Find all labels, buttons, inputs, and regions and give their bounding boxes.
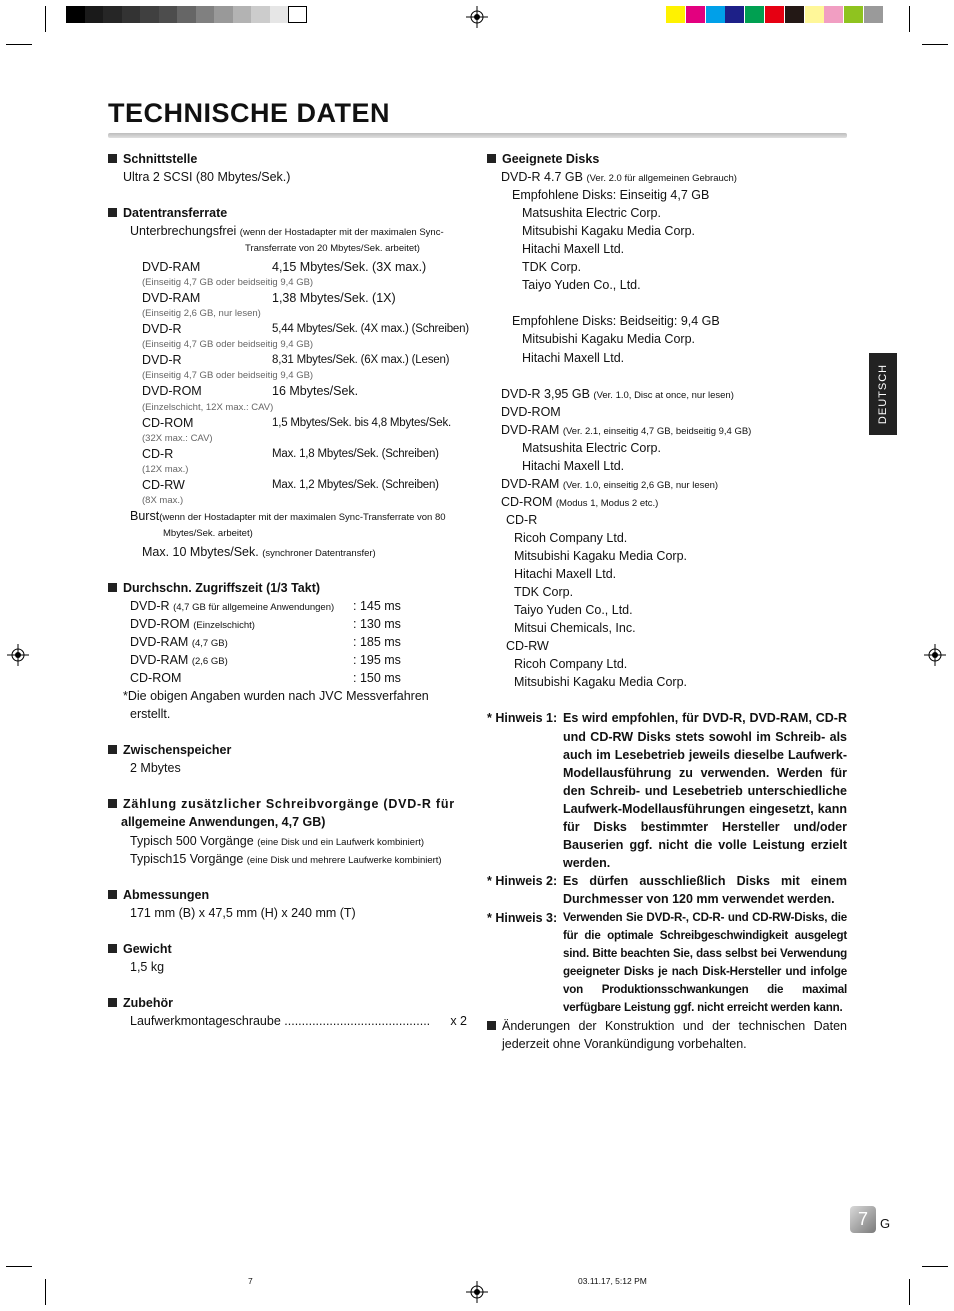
section-heading: [108, 795, 468, 813]
transfer-row: [108, 320, 468, 338]
spacer: [108, 723, 468, 741]
typical-15: Typisch15 Vorgänge: [130, 851, 244, 866]
dvdr-47: DVD-R 4.7 GB: [501, 170, 583, 185]
dvdram-21: DVD-RAM: [501, 422, 560, 437]
crop-mark: [45, 1279, 46, 1305]
page-language-letter: G: [880, 1216, 891, 1231]
dvdram-21-line: [487, 421, 847, 439]
transfer-row: [108, 382, 468, 400]
access-value: : 185 ms: [353, 634, 401, 649]
color-swatch: [666, 6, 685, 23]
note-item: [487, 909, 847, 1018]
square-bullet-icon: [108, 154, 117, 163]
dvdram-10: DVD-RAM: [501, 476, 560, 491]
transfer-sub-note: (Einzelschicht, 12X max.: CAV): [142, 401, 274, 413]
transfer-sub-note: (8X max.): [142, 494, 184, 506]
media-note: (4,7 GB für allgemeine Anwendungen): [173, 601, 335, 613]
access-row: [108, 597, 468, 615]
interface-value: Ultra 2 SCSI (80 Mbytes/Sek.): [123, 170, 291, 185]
square-bullet-icon: [108, 208, 117, 217]
square-bullet-icon: [108, 745, 117, 754]
color-swatch: [765, 6, 784, 23]
note-item: [487, 872, 847, 908]
color-swatch: [745, 6, 764, 23]
transfer-sub-note: (Einseitig 4,7 GB oder beidseitig 9,4 GB): [142, 339, 314, 351]
dvdr-47-note: (Ver. 2.0 für allgemeinen Gebrauch): [586, 173, 737, 185]
cdr-line: CD-R: [506, 512, 538, 527]
color-swatch: [864, 6, 883, 23]
manufacturer-item: Hitachi Maxell Ltd.: [522, 458, 625, 473]
spacer: [487, 691, 847, 709]
manufacturer-item: TDK Corp.: [522, 260, 582, 275]
transfer-rate-list: [108, 258, 468, 506]
section-heading: [108, 994, 468, 1012]
spacer: [108, 186, 468, 204]
crop-mark: [922, 1266, 948, 1267]
media-label: DVD-RAM: [142, 260, 201, 275]
media-label: DVD-RAM: [130, 653, 189, 668]
recommended-double: Empfohlene Disks: Beidseitig: 9,4 GB: [512, 314, 720, 329]
gray-swatch: [214, 6, 233, 23]
burst-value-line: [108, 543, 468, 561]
buffer-value: 2 Mbytes: [130, 761, 181, 776]
spacer: [108, 868, 468, 886]
media-label: DVD-R: [142, 353, 182, 368]
manufacturer-item: Matsushita Electric Corp.: [522, 206, 661, 221]
square-bullet-icon: [108, 998, 117, 1007]
section-heading: [108, 579, 468, 597]
dvdr-395-note: (Ver. 1.0, Disc at once, nur lesen): [593, 389, 734, 401]
section-heading: [487, 150, 847, 168]
transfer-sub-note: (Einseitig 2,6 GB, nur lesen): [142, 308, 261, 320]
gray-swatch: [103, 6, 122, 23]
transfer-value: 8,31 Mbytes/Sek. (6X max.) (Lesen): [272, 354, 450, 367]
recommended-double-list: [487, 330, 847, 366]
note-text: Verwenden Sie DVD-R-, CD-R- und CD-RW-Disks, die für die optimale Schreibgeschwindigkeit ausgelegt sind. Bitte beachten Sie, dass selbst bei Verwendung geeigneter Disks je nach Disk-Hersteller und infolge von Produktionsschwankungen die maximal verfügbare Leistung ggf. nicht erreicht werden kann.: [563, 910, 847, 1014]
burst-value-note: (synchroner Datentransfer): [262, 547, 376, 559]
typical-500: Typisch 500 Vorgänge: [130, 833, 254, 848]
typical-15-note: (eine Disk und mehrere Laufwerke kombiniert): [246, 854, 442, 866]
section-heading: [108, 204, 468, 222]
manufacturer-item: Mitsubishi Kagaku Media Corp.: [514, 549, 687, 564]
dot-leader: ..........................................: [284, 1013, 431, 1028]
crop-mark: [6, 1266, 32, 1267]
media-label: DVD-R: [142, 322, 182, 337]
burst-label: Burst: [130, 508, 160, 523]
transfer-row: [108, 289, 468, 307]
typical-500-note: (eine Disk und ein Laufwerk kombiniert): [257, 836, 425, 848]
notes-list: [487, 709, 847, 1017]
gray-swatch: [177, 6, 196, 23]
section-heading: [108, 741, 468, 759]
heading-text: Geeignete Disks: [502, 152, 600, 166]
color-swatch: [725, 6, 744, 23]
transfer-row: [108, 445, 468, 463]
square-bullet-icon: [487, 154, 496, 163]
transfer-value: 1,5 Mbytes/Sek. bis 4,8 Mbytes/Sek.: [272, 416, 451, 429]
heading-text: Zubehör: [123, 995, 173, 1010]
color-swatch: [706, 6, 725, 23]
access-footnote: *Die obigen Angaben wurden nach JVC Messverfahren: [123, 689, 429, 704]
registration-mark-icon: [466, 1281, 488, 1303]
page-number-badge: 7: [850, 1206, 876, 1233]
gray-swatch: [159, 6, 178, 23]
color-swatch: [805, 6, 824, 23]
transfer-row: [108, 351, 468, 369]
note-label: * Hinweis 2:: [487, 874, 558, 889]
transfer-value: 5,44 Mbytes/Sek. (4X max.) (Schreiben): [272, 323, 469, 336]
access-row: [108, 651, 468, 669]
continuous-note-2: Transferrate von 20 Mbytes/Sek. arbeitet): [245, 243, 420, 255]
section-heading: [108, 940, 468, 958]
title-rule: [108, 133, 847, 138]
access-value: : 150 ms: [353, 671, 401, 686]
accessory-line: [108, 1012, 468, 1030]
note-text: Es dürfen ausschließlich Disks mit einem Durchmesser von 120 mm verwendet werden.: [563, 874, 847, 907]
dvdr-395-line: [487, 385, 847, 403]
accessory-qty: x 2: [450, 1013, 467, 1028]
manufacturer-item: Hitachi Maxell Ltd.: [522, 242, 625, 257]
burst-note-2: Mbytes/Sek. arbeitet): [163, 527, 253, 539]
note-text: Es wird empfohlen, für DVD-R, DVD-RAM, CD-R und CD-RW Disks stets sowohl im Schreib- als auch im Lesebetrieb jeweils dieselbe Laufwerk-Modellausführung zu verwenden. Werden für den Schreib- und Lesebetrieb unterschiedliche Laufwerk-Modellausführungen eingesetzt, kann für Disks bestimmter Hersteller und/oder Bauserien ggf. nicht die volle Leistung erzielt werden.: [563, 711, 847, 871]
continuous-label: Unterbrechungsfrei: [130, 224, 237, 239]
transfer-row: [108, 476, 468, 494]
section-heading-cont: allgemeine Anwendungen, 4,7 GB): [121, 815, 326, 830]
media-label: DVD-R: [130, 598, 170, 613]
gray-swatch: [66, 6, 85, 23]
recommended-single-list: [487, 204, 847, 294]
media-label: CD-ROM: [142, 415, 194, 430]
square-bullet-icon: [108, 944, 117, 953]
square-bullet-icon: [108, 583, 117, 592]
media-note: (Einzelschicht): [193, 619, 255, 631]
dvdr-47-line: [487, 168, 847, 186]
heading-text: Durchschn. Zugriffszeit (1/3 Takt): [123, 580, 321, 595]
section-heading: [108, 886, 468, 904]
media-note: (4,7 GB): [191, 637, 228, 649]
access-time-list: [108, 597, 468, 687]
media-label: DVD-ROM: [142, 384, 202, 399]
note-label: * Hinweis 1:: [487, 711, 558, 726]
media-note: (2,6 GB): [191, 656, 228, 668]
access-footnote-2: erstellt.: [130, 707, 171, 722]
access-row: [108, 615, 468, 633]
manufacturer-item: Mitsui Chemicals, Inc.: [514, 621, 636, 636]
continuous-note: (wenn der Hostadapter mit der maximalen Sync-: [239, 227, 444, 239]
transfer-value: 16 Mbytes/Sek.: [272, 384, 359, 399]
language-side-tab: [869, 353, 897, 435]
color-swatch: [785, 6, 804, 23]
heading-text: Abmessungen: [123, 887, 210, 902]
gray-swatch: [122, 6, 141, 23]
spacer: [487, 367, 847, 385]
page-title: TECHNISCHE DATEN: [108, 98, 391, 128]
gray-swatch: [196, 6, 215, 23]
recommended-single: Empfohlene Disks: Einseitig 4,7 GB: [512, 188, 710, 203]
spacer: [108, 561, 468, 579]
note-item: [487, 709, 847, 872]
manufacturer-item: Taiyo Yuden Co., Ltd.: [514, 603, 633, 618]
spacer: [108, 922, 468, 940]
transfer-sub-note: (12X max.): [142, 463, 189, 475]
weight-value: 1,5 kg: [130, 959, 165, 974]
cdrom: CD-ROM: [501, 494, 553, 509]
square-bullet-icon: [487, 1021, 496, 1030]
color-swatch: [844, 6, 863, 23]
cdrom-note: (Modus 1, Modus 2 etc.): [555, 497, 659, 509]
registration-mark-icon: [466, 6, 488, 28]
accessory-item: Laufwerkmontageschraube: [130, 1013, 281, 1028]
transfer-value: 4,15 Mbytes/Sek. (3X max.): [272, 260, 427, 275]
transfer-value: 1,38 Mbytes/Sek. (1X): [272, 291, 396, 306]
gray-swatch: [251, 6, 270, 23]
media-label: DVD-RAM: [142, 291, 201, 306]
square-bullet-icon: [108, 799, 117, 808]
manufacturer-item: Mitsubishi Kagaku Media Corp.: [522, 332, 695, 347]
burst-line: [108, 507, 468, 525]
cdrw-list: [487, 655, 847, 691]
manufacturer-item: Matsushita Electric Corp.: [522, 440, 661, 455]
transfer-row: [108, 414, 468, 432]
dvdram-10-note: (Ver. 1.0, einseitig 2,6 GB, nur lesen): [562, 479, 719, 491]
crop-mark: [909, 6, 910, 32]
burst-note: (wenn der Hostadapter mit der maximalen Sync-Transferrate von 80: [159, 511, 446, 523]
cdrom-line: [487, 493, 847, 511]
dvdram-21-note: (Ver. 2.1, einseitig 4,7 GB, beidseitig 9,4 GB): [562, 425, 752, 437]
crop-mark: [909, 1279, 910, 1305]
heading-text: Zählung zusätzlicher Schreibvorgänge (DVD-R für: [123, 797, 455, 812]
dvdram-21-list: [487, 439, 847, 475]
left-column: [108, 150, 468, 1030]
cdrw-line: CD-RW: [506, 639, 549, 654]
manufacturer-item: Mitsubishi Kagaku Media Corp.: [522, 224, 695, 239]
note-label: * Hinweis 3:: [487, 910, 558, 925]
manufacturer-item: Taiyo Yuden Co., Ltd.: [522, 278, 641, 293]
access-value: : 195 ms: [353, 653, 401, 668]
access-value: : 130 ms: [353, 616, 401, 631]
right-column: [487, 150, 847, 1053]
manufacturer-item: Hitachi Maxell Ltd.: [522, 350, 625, 365]
spacer: [108, 777, 468, 795]
transfer-value: Max. 1,2 Mbytes/Sek. (Schreiben): [272, 478, 439, 491]
dvdrom-line: DVD-ROM: [501, 404, 561, 419]
gray-swatch: [85, 6, 104, 23]
media-label: CD-ROM: [130, 671, 182, 686]
gray-swatch: [233, 6, 252, 23]
section-heading: [108, 150, 468, 168]
color-swatch: [824, 6, 843, 23]
continuous-line: [108, 222, 468, 240]
media-label: DVD-RAM: [130, 634, 189, 649]
manufacturer-item: TDK Corp.: [514, 585, 574, 600]
gray-swatch: [140, 6, 159, 23]
crop-mark: [6, 44, 32, 45]
dimensions-value: 171 mm (B) x 47,5 mm (H) x 240 mm (T): [130, 905, 356, 920]
access-value: : 145 ms: [353, 598, 401, 613]
heading-text: Zwischenspeicher: [123, 743, 232, 758]
access-row: [108, 669, 468, 687]
color-swatch: [686, 6, 705, 23]
heading-text: Schnittstelle: [123, 152, 198, 166]
crop-mark: [922, 44, 948, 45]
manufacturer-item: Hitachi Maxell Ltd.: [514, 567, 617, 582]
footer-page: 7: [248, 1276, 253, 1286]
typical-15-line: [108, 850, 468, 868]
square-bullet-icon: [108, 890, 117, 899]
gray-swatch: [288, 6, 307, 23]
heading-text: Datentransferrate: [123, 206, 228, 221]
burst-value: Max. 10 Mbytes/Sek.: [142, 544, 259, 559]
manufacturer-item: Ricoh Company Ltd.: [514, 657, 628, 672]
dvdr-395: DVD-R 3,95 GB: [501, 386, 590, 401]
transfer-row: [108, 258, 468, 276]
transfer-value: Max. 1,8 Mbytes/Sek. (Schreiben): [272, 447, 439, 460]
spacer: [108, 976, 468, 994]
transfer-sub-note: (Einseitig 4,7 GB oder beidseitig 9,4 GB): [142, 370, 314, 382]
manufacturer-item: Ricoh Company Ltd.: [514, 530, 628, 545]
dvdram-10-line: [487, 475, 847, 493]
registration-mark-icon: [7, 644, 29, 666]
typical-500-line: [108, 832, 468, 850]
media-label: DVD-ROM: [130, 616, 190, 631]
media-label: CD-RW: [142, 477, 185, 492]
transfer-sub-note: (Einseitig 4,7 GB oder beidseitig 9,4 GB): [142, 277, 314, 289]
transfer-sub-note: (32X max.: CAV): [142, 432, 213, 444]
media-label: CD-R: [142, 446, 174, 461]
gray-swatch: [270, 6, 289, 23]
changes-notice: [487, 1017, 847, 1053]
access-row: [108, 633, 468, 651]
cdr-list: [487, 529, 847, 637]
side-tab-label: DEUTSCH: [877, 363, 889, 425]
crop-mark: [45, 6, 46, 32]
footer-timestamp: 03.11.17, 5:12 PM: [578, 1276, 647, 1286]
spacer: [487, 294, 847, 312]
heading-text: Gewicht: [123, 941, 172, 956]
changes-text: Änderungen der Konstruktion und der technischen Daten jederzeit ohne Vorankündigung vorbehalten.: [502, 1019, 847, 1052]
manufacturer-item: Mitsubishi Kagaku Media Corp.: [514, 675, 687, 690]
registration-mark-icon: [924, 644, 946, 666]
